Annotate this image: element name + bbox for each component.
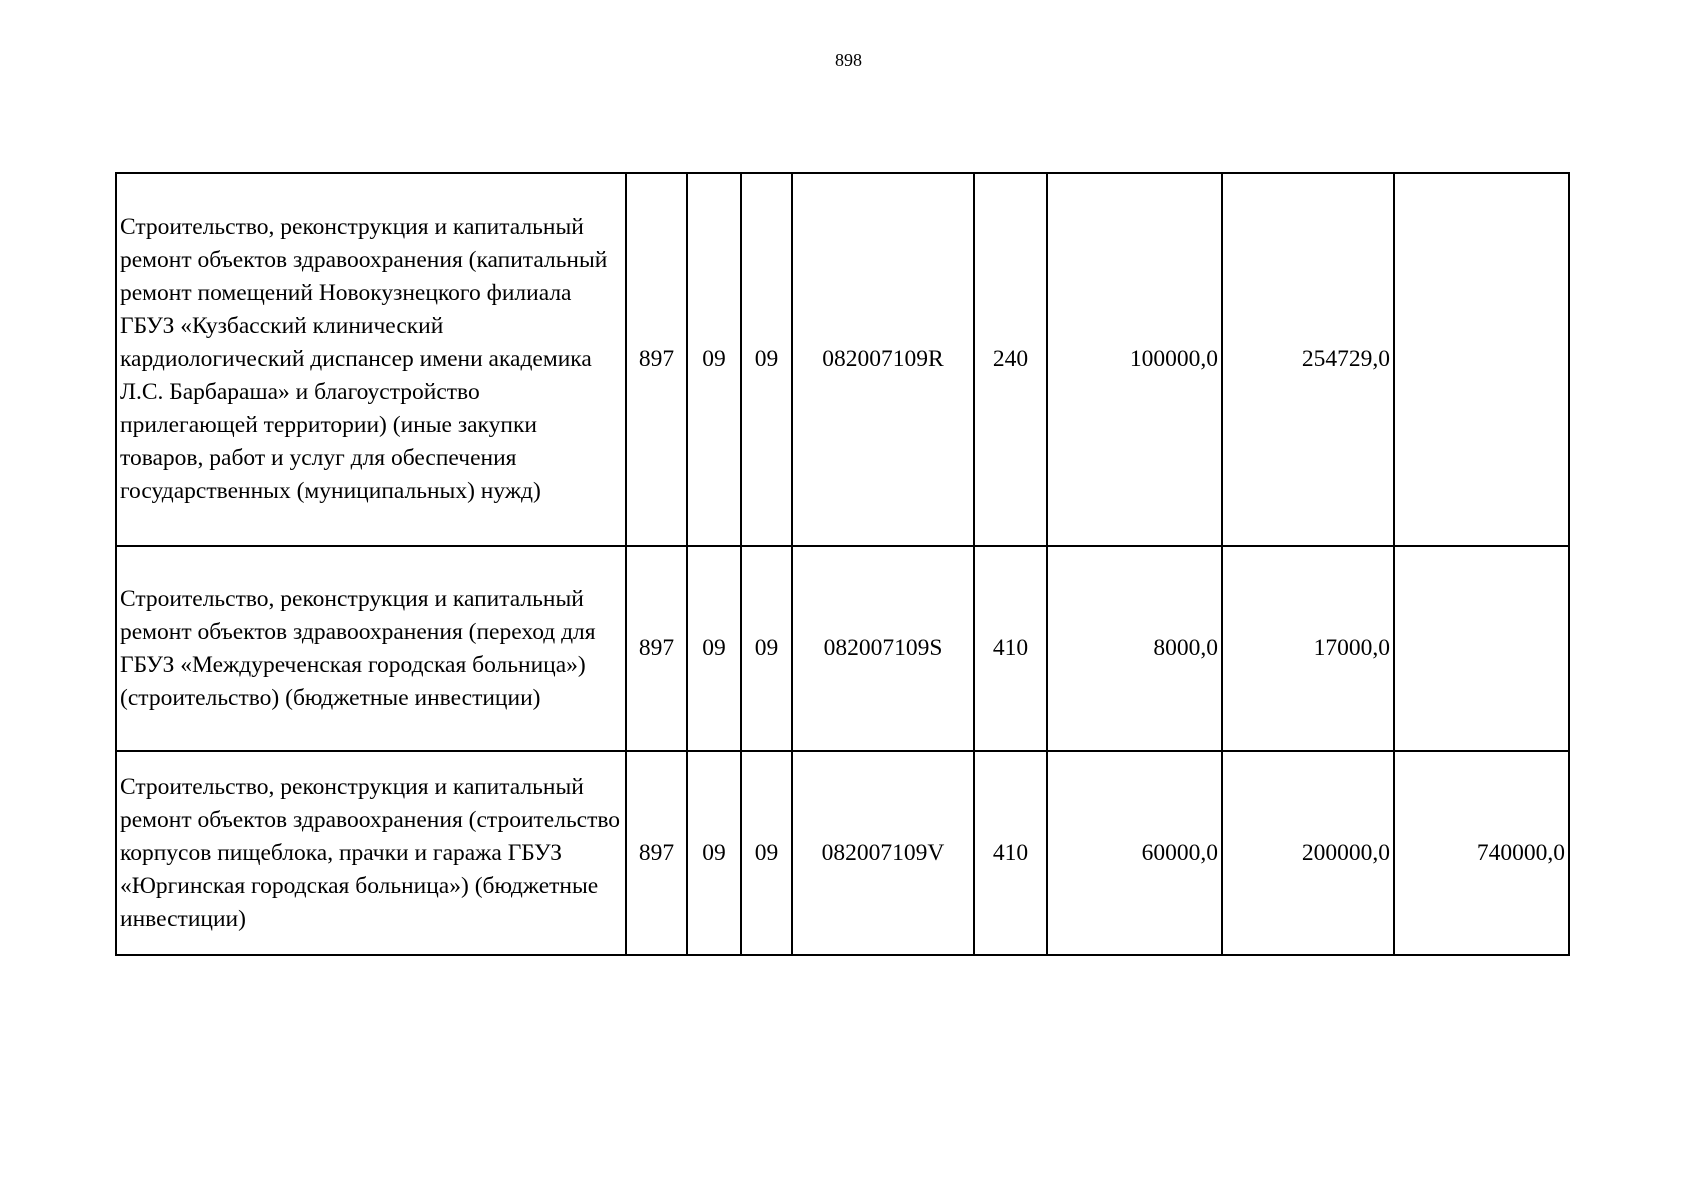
- amount-year-2: 200000,0: [1222, 751, 1394, 955]
- amount-year-2: 254729,0: [1222, 173, 1394, 546]
- amount-year-3: [1394, 546, 1569, 751]
- section-code: 09: [687, 173, 741, 546]
- subsection-code: 09: [741, 173, 792, 546]
- expense-type-code: 410: [974, 751, 1047, 955]
- amount-year-2: 17000,0: [1222, 546, 1394, 751]
- subsection-code: 09: [741, 751, 792, 955]
- expense-type-code: 410: [974, 546, 1047, 751]
- section-code: 09: [687, 546, 741, 751]
- target-article-code: 082007109V: [792, 751, 974, 955]
- subsection-code: 09: [741, 546, 792, 751]
- amount-year-3: [1394, 173, 1569, 546]
- expense-type-code: 240: [974, 173, 1047, 546]
- table-row: [116, 751, 1569, 955]
- target-article-code: 082007109S: [792, 546, 974, 751]
- ministry-code: 897: [626, 173, 687, 546]
- table-row: [116, 546, 1569, 751]
- amount-year-1: 60000,0: [1047, 751, 1222, 955]
- ministry-code: 897: [626, 546, 687, 751]
- target-article-code: 082007109R: [792, 173, 974, 546]
- row-description: Строительство, реконструкция и капитальный ремонт объектов здравоохранения (переход для ГБУЗ «Междуреченская городская больница») (строительство) (бюджетные инвестиции): [116, 546, 626, 751]
- budget-table: [115, 172, 1570, 956]
- amount-year-1: 100000,0: [1047, 173, 1222, 546]
- page-number: 898: [835, 50, 862, 70]
- table-row: [116, 173, 1569, 546]
- amount-year-3: 740000,0: [1394, 751, 1569, 955]
- row-description: Строительство, реконструкция и капитальный ремонт объектов здравоохранения (строительство корпусов пищеблока, прачки и гаража ГБУЗ «Юргинская городская больница») (бюджетные инвестиции): [116, 751, 626, 955]
- section-code: 09: [687, 751, 741, 955]
- ministry-code: 897: [626, 751, 687, 955]
- row-description: Строительство, реконструкция и капитальный ремонт объектов здравоохранения (капитальный ремонт помещений Новокузнецкого филиала ГБУЗ «Кузбасский клинический кардиологический диспансер имени академика Л.С. Барбараша» и благоустройство прилегающей территории) (иные закупки товаров, работ и услуг для обеспечения государственных (муниципальных) нужд): [116, 173, 626, 546]
- amount-year-1: 8000,0: [1047, 546, 1222, 751]
